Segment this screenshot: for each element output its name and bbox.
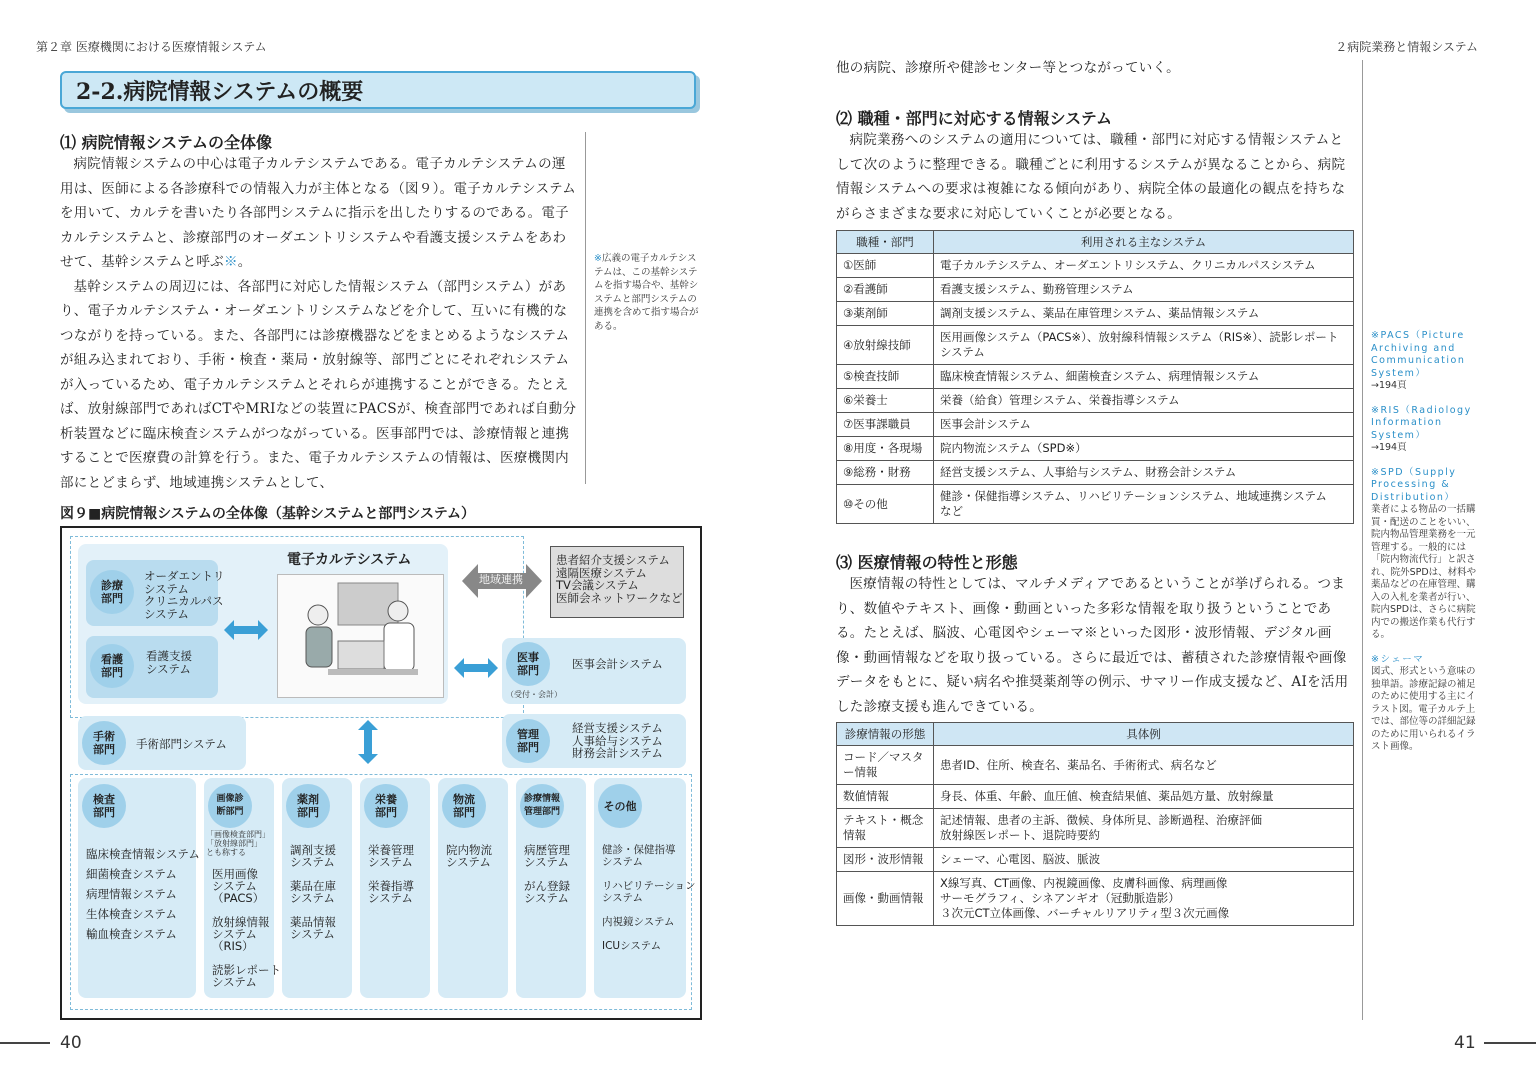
shinryo-circle: 診療 部門 [90, 570, 134, 614]
table-header-cell: 具体例 [934, 723, 1354, 746]
table-cell-category: 数値情報 [837, 785, 934, 809]
dept-items: 調剤支援 システム 薬品在庫 システム 薬品情報 システム [290, 843, 336, 941]
shinryo-items: オーダエントリ システム クリニカルパス システム [144, 569, 225, 621]
kango-circle: 看護 部門 [90, 644, 134, 688]
dept-circle: 検査 部門 [82, 784, 126, 828]
table-cell-value: 健診・保健指導システム、リハビリテーションシステム、地域連携システム など [934, 485, 1354, 524]
chiiki-items: 患者紹介支援システム 遠隔医療システム TV会議システム 医師会ネットワークなど [556, 553, 683, 605]
table-cell-category: 図形・波形情報 [837, 848, 934, 872]
footnote-mark: ※ [223, 254, 238, 270]
table-cell-category: ⑦医事課職員 [837, 413, 934, 437]
table-cell-category: ⑤検査技師 [837, 365, 934, 389]
left-double-arrow [224, 620, 268, 640]
table-row [837, 413, 1354, 437]
doctor-patient-illustration [277, 574, 444, 698]
table-cell-category: ②看護師 [837, 278, 934, 302]
figure-diagram [60, 526, 702, 1020]
running-header-right: ２病院業務と情報システム [1335, 40, 1478, 54]
table-cell-value: 記述情報、患者の主訴、徴候、身体所見、診断過程、治療評価 放射線医レポート、退院時要約 [934, 809, 1354, 848]
sec1-p1-end: 。 [237, 254, 252, 270]
table-cell-category: ⑨総務・財務 [837, 461, 934, 485]
pacs-heading: ※PACS（Picture Archiving and Communication System） [1371, 330, 1466, 379]
sec1-heading: ⑴ 病院情報システムの全体像 [60, 133, 272, 152]
dept-circle: その他 [598, 784, 642, 828]
dept-subnote: 「画像検査部門」 「放射線部門」 とも称する [206, 830, 270, 857]
table-cell-value: 患者ID、住所、検査名、薬品名、手術術式、病名など [934, 746, 1354, 785]
sec2-body [836, 128, 1356, 226]
info-form-table [836, 722, 1354, 926]
table-header-cell: 診療情報の形態 [837, 723, 934, 746]
table-row [837, 326, 1354, 365]
section-title: 2-2.病院情報システムの概要 [60, 71, 696, 109]
table-row [837, 278, 1354, 302]
table-cell-value: 栄養（給食）管理システム、栄養指導システム [934, 389, 1354, 413]
table-cell-value: 身長、体重、年齢、血圧値、検査結果値、薬品処方量、放射線量 [934, 785, 1354, 809]
table-row [837, 389, 1354, 413]
table-cell-category: テキスト・概念情報 [837, 809, 934, 848]
table-row [837, 437, 1354, 461]
info-table-wrap [836, 722, 1354, 926]
spd-body: 業者による物品の一括購買・配送のことをいい、院内物品管理業務を一元管理する。一般的には「院内物流代行」と訳され、院外SPDは、材料や薬品などの在庫管理、購入の入札を業者が行い、院内SPDは、さらに病院内での搬送作業も代行する。 [1371, 504, 1477, 640]
table-row [837, 746, 1354, 785]
vertical-double-arrow [358, 720, 378, 764]
iji-sub: （受付・会計） [506, 690, 562, 699]
table-cell-value: 医用画像システム（PACS※）、放射線科情報システム（RIS※）、読影レポートシステム [934, 326, 1354, 365]
kango-items: 看護支援 システム [146, 649, 192, 676]
sidebar-notes [1371, 330, 1479, 754]
table-cell-category: コード／マスター情報 [837, 746, 934, 785]
sec3-body [836, 572, 1356, 719]
table-row [837, 461, 1354, 485]
margin-note [594, 252, 704, 333]
table-row [837, 872, 1354, 926]
footer-rule-right [1484, 1042, 1536, 1044]
running-header-left: 第２章 医療機関における医療情報システム [36, 40, 267, 54]
pacs-ref: →194頁 [1371, 380, 1407, 391]
table-cell-category: ⑩その他 [837, 485, 934, 524]
column-divider [585, 132, 586, 484]
note-text: 広義の電子カルテシステムは、この基幹システムを指す場合や、基幹システムと部門システムの連携を含めて指す場合がある。 [594, 253, 699, 332]
dept-circle: 診療情報 管理部門 [520, 784, 564, 828]
spd-heading: ※SPD（Supply Processing & Distribution） [1371, 466, 1457, 503]
schema-body: 図式、形式という意味の独単語。診療記録の補足のために使用する主にイラスト図。電子カルテ上では、部位等の詳細記録のために用いられるイラスト画像。 [1371, 666, 1476, 752]
dept-items: 健診・保健指導 システム リハビリテーション システム 内視鏡システム ICUシステム [602, 844, 696, 952]
table-cell-value: 院内物流システム（SPD※） [934, 437, 1354, 461]
table-cell-category: 画像・動画情報 [837, 872, 934, 926]
role-table-wrap [836, 230, 1354, 524]
table-cell-category: ④放射線技師 [837, 326, 934, 365]
continuation-text: 他の病院、診療所や健診センター等とつながっていく。 [836, 60, 1180, 76]
dept-circle: 画像診 断部門 [208, 784, 252, 828]
ris-heading: ※RIS（Radiology Information System） [1371, 404, 1472, 441]
shujutsu-circle: 手術 部門 [82, 721, 126, 765]
table-cell-value: 医事会計システム [934, 413, 1354, 437]
dept-items: 病歴管理 システム がん登録 システム [524, 843, 570, 905]
table-cell-category: ①医師 [837, 254, 934, 278]
sec2-p: 病院業務へのシステムの適用については、職種・部門に対応する情報システムとして次のように整理できる。職種ごとに利用するシステムが異なることから、病院情報システムへの要求は複雑になる傾向があり、病院全体の最適化の観点を持ちながらさまざまな要求に対応していくことが必要となる。 [836, 132, 1346, 222]
table-cell-category: ⑥栄養士 [837, 389, 934, 413]
sec2-heading: ⑵ 職種・部門に対応する情報システム [836, 109, 1112, 128]
dept-items: 医用画像 システム （PACS） 放射線情報 システム （RIS） 読影レポート システム [212, 867, 281, 989]
page-number-right: 41 [1454, 1033, 1476, 1053]
sec1-p1: 病院情報システムの中心は電子カルテシステムである。電子カルテシステムの運用は、医師による各診療科での情報入力が主体となる（図９）。電子カルテシステムを用いて、カルテを書いたり各部門システムに指示を出したりするのである。電子カルテシステムと、診療部門のオーダエントリシステムや看護支援システムをあわせて、基幹システムと呼ぶ [60, 156, 577, 270]
role-system-table [836, 230, 1354, 524]
table-row [837, 254, 1354, 278]
table-header-row [837, 231, 1354, 254]
schema-heading: ※シェーマ [1371, 653, 1425, 665]
right-double-arrow [454, 658, 498, 678]
dept-items: 臨床検査情報システム 細菌検査システム 病理情報システム 生体検査システム 輸血検査システム [86, 847, 200, 941]
table-cell-value: X線写真、CT画像、内視鏡画像、皮膚科画像、病理画像 サーモグラフィ、シネアンギオ（冠動脈造影） ３次元CT立体画像、バーチャルリアリティ型３次元画像 [934, 872, 1354, 926]
emr-title: 電子カルテシステム [287, 552, 412, 568]
dept-items: 院内物流 システム [446, 843, 492, 869]
dept-circle: 栄養 部門 [364, 784, 408, 828]
table-header-cell: 利用される主なシステム [934, 231, 1354, 254]
dept-circle: 薬剤 部門 [286, 784, 330, 828]
table-row [837, 785, 1354, 809]
table-cell-category: ③薬剤師 [837, 302, 934, 326]
table-row [837, 848, 1354, 872]
sec1-body [60, 152, 578, 495]
ris-ref: →194頁 [1371, 442, 1407, 453]
table-cell-value: 経営支援システム、人事給与システム、財務会計システム [934, 461, 1354, 485]
figure-caption: 図９■病院情報システムの全体像（基幹システムと部門システム） [60, 506, 476, 522]
table-header-cell: 職種・部門 [837, 231, 934, 254]
page-number-left: 40 [60, 1033, 82, 1053]
table-row [837, 302, 1354, 326]
sec1-p2: 基幹システムの周辺には、各部門に対応した情報システム（部門システム）があり、電子カルテシステム・オーダエントリシステムなどを介して、互いに有機的なつながりを持っている。また、各部門には診療機器などをまとめるようなシステムが組み込まれており、手術・検査・薬局・放射線等、部門ごとにそれぞれシステムが入っているため、電子カルテシステムとそれらが連携することができる。たとえば、放射線部門であればCTやMRIなどの装置にPACSが、検査部門であれば自動分析装置などに臨床検査システムがつながっている。医事部門では、診療情報と連携することで医療費の計算を行う。また、電子カルテシステムの情報は、医療機関内部にとどまらず、地域連携システムとして、 [60, 278, 577, 491]
kanri-items: 経営支援システム 人事給与システム 財務会計システム [572, 721, 663, 760]
table-header-row [837, 723, 1354, 746]
table-cell-value: 調剤支援システム、薬品在庫管理システム、薬品情報システム [934, 302, 1354, 326]
chiiki-label: 地域連携 [479, 573, 523, 586]
dept-circle: 物流 部門 [442, 784, 486, 828]
shujutsu-items: 手術部門システム [136, 737, 227, 751]
table-row [837, 809, 1354, 848]
table-row [837, 485, 1354, 524]
kanri-circle: 管理 部門 [506, 719, 550, 763]
note-mark: ※ [594, 253, 602, 264]
table-cell-value: 電子カルテシステム、オーダエントリシステム、クリニカルパスシステム [934, 254, 1354, 278]
table-cell-category: ⑧用度・各現場 [837, 437, 934, 461]
table-cell-value: 看護支援システム、勤務管理システム [934, 278, 1354, 302]
dept-items: 栄養管理 システム 栄養指導 システム [368, 843, 414, 905]
sidebar-divider [1362, 60, 1363, 1020]
table-cell-value: 臨床検査情報システム、細菌検査システム、病理情報システム [934, 365, 1354, 389]
sec3-heading: ⑶ 医療情報の特性と形態 [836, 553, 1018, 572]
table-row [837, 365, 1354, 389]
iji-circle: 医事 部門 [506, 642, 550, 686]
footer-rule-left [0, 1042, 50, 1044]
table-cell-value: シェーマ、心電図、脳波、脈波 [934, 848, 1354, 872]
sec3-p: 医療情報の特性としては、マルチメディアであるということが挙げられる。つまり、数値やテキスト、画像・動画といった多彩な情報を取り扱うということである。たとえば、脳波、心電図やシェーマ※といった図形・波形情報、デジタル画像・動画情報などを取り扱っている。さらに最近では、蓄積された診療情報や画像データをもとに、疑い病名や推奨薬剤等の例示、サマリー作成支援など、AIを活用した診療支援も進んできている。 [836, 576, 1349, 715]
iji-items: 医事会計システム [572, 657, 663, 671]
